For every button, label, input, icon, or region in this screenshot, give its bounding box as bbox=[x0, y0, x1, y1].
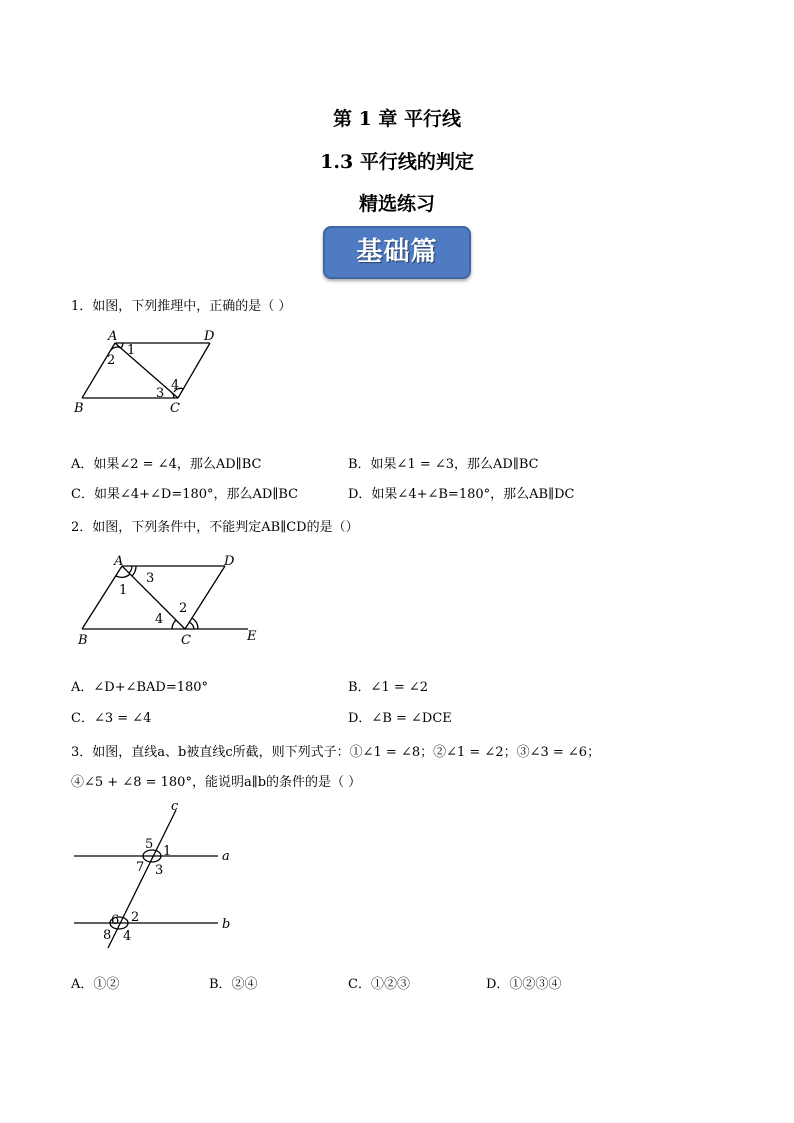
q2-label-b: B bbox=[78, 633, 88, 648]
q2-angle-arc bbox=[192, 618, 198, 629]
q3-label-7: 7 bbox=[136, 860, 145, 875]
q2-label-c: C bbox=[181, 633, 191, 648]
q1-label-d: D bbox=[204, 329, 215, 344]
question-1-option-b[interactable]: B．如果∠1 = ∠3，那么AD∥BC bbox=[348, 457, 539, 472]
q2-label-1: 1 bbox=[119, 583, 128, 598]
q1-label-3: 3 bbox=[156, 386, 165, 401]
question-1-option-a[interactable]: A．如果∠2 = ∠4，那么AD∥BC bbox=[71, 457, 262, 472]
q1-label-1: 1 bbox=[127, 343, 136, 358]
question-2-option-c[interactable]: C．∠3 = ∠4 bbox=[71, 711, 152, 726]
q3-label-3: 3 bbox=[155, 863, 164, 878]
q3-label-a: a bbox=[222, 849, 230, 864]
question-1-figure bbox=[70, 325, 230, 420]
question-2-option-d[interactable]: D．∠B = ∠DCE bbox=[348, 711, 452, 726]
question-2-stem: 2．如图，下列条件中，不能判定AB∥CD的是（） bbox=[71, 520, 359, 535]
q1-label-a: A bbox=[108, 329, 118, 344]
q1-label-2: 2 bbox=[107, 353, 116, 368]
q3-label-b: b bbox=[222, 917, 231, 932]
q2-label-e: E bbox=[247, 629, 257, 644]
question-2-option-b[interactable]: B．∠1 = ∠2 bbox=[348, 680, 429, 695]
q2-label-a: A bbox=[114, 554, 124, 569]
q1-label-b: B bbox=[74, 401, 84, 416]
section-title: 1.3 平行线的判定 bbox=[320, 151, 474, 173]
q3-label-2: 2 bbox=[131, 910, 140, 925]
question-3-option-b[interactable]: B．②④ bbox=[209, 977, 258, 992]
q3-label-5: 5 bbox=[145, 837, 154, 852]
chapter-title: 第 1 章 平行线 bbox=[332, 108, 462, 130]
q3-label-c: c bbox=[171, 799, 179, 814]
q1-line-ac bbox=[115, 343, 178, 398]
question-3-option-c[interactable]: C．①②③ bbox=[348, 977, 410, 992]
q2-angle-arc bbox=[116, 574, 130, 577]
q3-label-8: 8 bbox=[103, 928, 112, 943]
q3-label-6: 6 bbox=[111, 913, 120, 928]
q3-label-4: 4 bbox=[123, 929, 132, 944]
question-3-stem-line-1: 3．如图，直线a、b被直线c所截，则下列式子：①∠1 = ∠8；②∠1 = ∠2；③∠3 = ∠6； bbox=[71, 745, 601, 760]
q2-label-d: D bbox=[224, 554, 235, 569]
q1-label-4: 4 bbox=[171, 378, 180, 393]
level-badge bbox=[323, 226, 471, 279]
question-1-option-d[interactable]: D．如果∠4+∠B=180°，那么AB∥DC bbox=[348, 487, 575, 502]
q2-label-3: 3 bbox=[146, 571, 155, 586]
q2-line-dc bbox=[185, 566, 225, 629]
question-3-option-a[interactable]: A．①② bbox=[71, 977, 120, 992]
question-2-option-a[interactable]: A．∠D+∠BAD=180° bbox=[71, 680, 209, 695]
q2-angle-arc bbox=[172, 620, 176, 629]
page-subtitle: 精选练习 bbox=[358, 193, 435, 215]
question-3-figure bbox=[70, 798, 240, 958]
question-1-stem: 1．如图，下列推理中，正确的是（ ） bbox=[71, 299, 292, 314]
q2-angle-arc bbox=[132, 566, 136, 576]
q2-label-4: 4 bbox=[155, 612, 164, 627]
question-3-option-d[interactable]: D．①②③④ bbox=[486, 977, 562, 992]
q1-line-dc bbox=[178, 343, 210, 398]
q2-angle-arc bbox=[129, 566, 132, 573]
q2-angle-arc bbox=[189, 622, 194, 629]
question-3-stem-line-2: ④∠5 + ∠8 = 180°，能说明a∥b的条件的是（ ） bbox=[71, 775, 362, 790]
question-1-option-c[interactable]: C．如果∠4+∠D=180°，那么AD∥BC bbox=[71, 487, 299, 502]
question-2-figure bbox=[70, 550, 270, 650]
level-badge-label: 基础篇 bbox=[356, 237, 438, 267]
q2-line-ab bbox=[82, 566, 122, 629]
q3-label-1: 1 bbox=[163, 844, 172, 859]
q1-label-c: C bbox=[170, 401, 180, 416]
q1-line-ab bbox=[82, 343, 115, 398]
q2-label-2: 2 bbox=[179, 601, 188, 616]
q1-angle-arc bbox=[121, 343, 123, 348]
